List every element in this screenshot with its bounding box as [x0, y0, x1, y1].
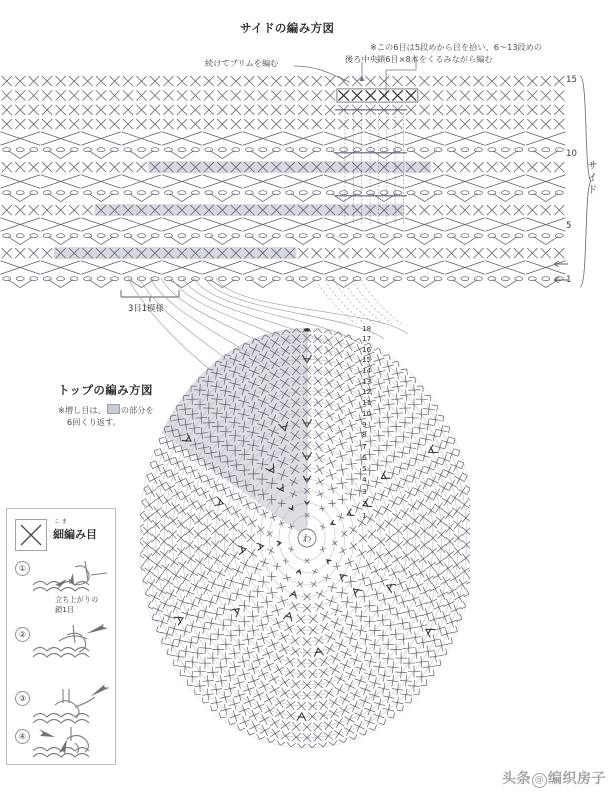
watermark-at-icon: @: [532, 773, 547, 788]
top-round-number: 2: [362, 499, 367, 508]
top-round-number: 1: [362, 511, 367, 521]
side-row-number: 10: [566, 149, 577, 159]
label-back-center: 後ろ中央: [345, 54, 378, 64]
step-1-caption-line1: 立ち上がりの: [55, 595, 99, 604]
top-round-number: 11: [362, 397, 372, 407]
side-note-line1: ※この6目は5段めから目を拾い、6〜13段めの: [370, 42, 543, 52]
legend-symbol-ruby: こま: [54, 519, 70, 525]
top-round-number: 17: [362, 334, 372, 344]
top-round-number: 13: [362, 376, 372, 386]
top-circular-chart: [140, 318, 470, 758]
step-1-caption-line2: 鎖1目: [55, 604, 74, 614]
step-2-illustration: [29, 621, 111, 667]
step-4-number: ④: [15, 729, 30, 744]
x-icon: [16, 520, 46, 550]
top-round-number: 3: [362, 487, 367, 496]
watermark-source: 头条: [502, 771, 531, 787]
side-row-number: 5: [566, 221, 572, 231]
legend-symbol-name: 細編み目: [53, 528, 97, 541]
side-row-number: 1: [566, 275, 572, 285]
top-round-number: 6: [362, 452, 367, 462]
repeat-swatch: [107, 404, 120, 414]
top-round-number: 18: [362, 324, 372, 333]
top-round-number: 16: [362, 344, 372, 354]
single-crochet-symbol: [15, 519, 47, 551]
top-note-line1b: の部分を: [120, 405, 154, 415]
top-round-number: 4: [362, 475, 367, 485]
step-3-number: ③: [15, 691, 30, 706]
side-stitch-chart: [0, 74, 566, 289]
top-note-line1a: ※増し目は、: [58, 405, 106, 415]
top-note-line2: 6回くり返す。: [67, 417, 121, 427]
step-2-number: ②: [15, 627, 30, 642]
top-round-number: 10: [362, 408, 372, 418]
side-note-line2: 鎖6目×8本をくるみながら編む: [377, 53, 493, 64]
label-side-vertical: サイド: [585, 160, 596, 196]
top-round-numbers: [352, 318, 396, 550]
label-3-stitch-repeat: 3目1模様: [128, 303, 164, 313]
svg-text:わ: わ: [302, 534, 312, 545]
step-1-number: ①: [15, 561, 30, 576]
label-continue-brim: 続けてブリムを編む: [205, 58, 279, 68]
top-round-number: 12: [362, 387, 372, 397]
top-round-number: 5: [362, 463, 367, 473]
top-chart-title: トップの編み方図: [58, 383, 153, 397]
top-round-number: 8: [362, 430, 367, 440]
legend-box: [6, 508, 116, 765]
step-4-illustration: [29, 723, 111, 763]
watermark-account: 编织房子: [548, 771, 606, 787]
watermark: [502, 768, 606, 788]
side-row-number: 15: [566, 75, 577, 85]
side-chart-title: サイドの編み方図: [240, 21, 335, 35]
top-round-number: 9: [362, 419, 367, 429]
side-direction-arrows: [546, 74, 572, 289]
top-round-number: 15: [362, 355, 372, 365]
top-round-number: 7: [362, 441, 367, 451]
top-round-number: 14: [362, 365, 372, 375]
step-1-caption: [55, 595, 98, 614]
